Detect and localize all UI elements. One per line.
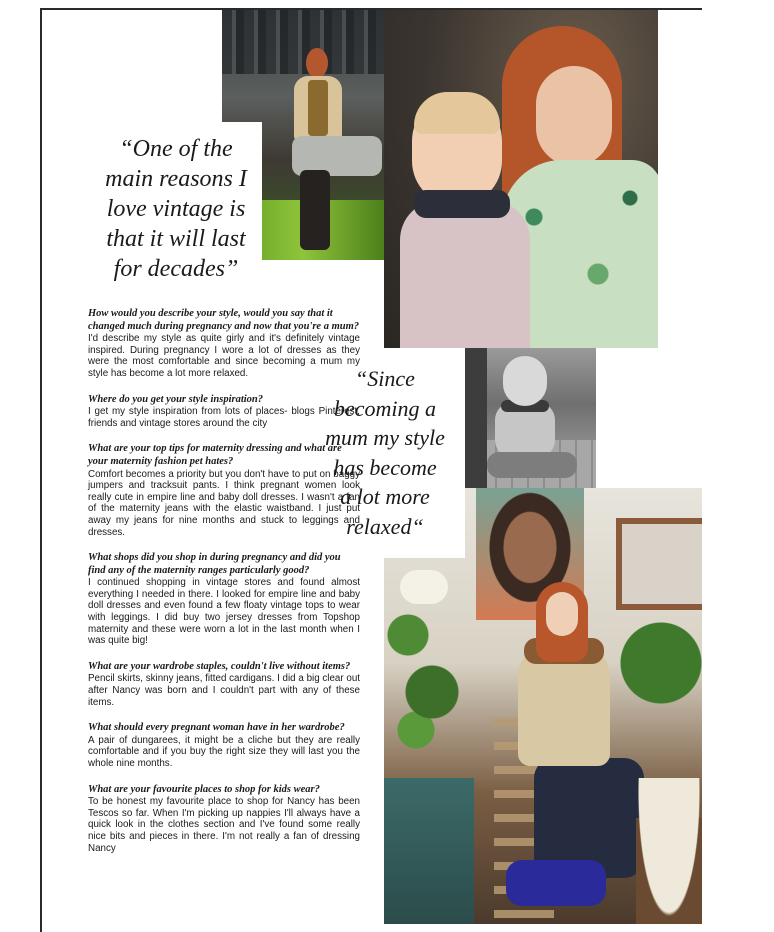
pull-quote-vintage: “One of the main reasons I love vintage is that it will last for decades” (90, 122, 262, 272)
photo-side-table (636, 778, 702, 924)
photo-bookshelf (222, 10, 384, 74)
photo-figure-face (546, 592, 578, 636)
interview-answer: I get my style inspiration from lots of places- blogs Pinterest, friends and vintage stores around the city (88, 406, 360, 429)
page-border-left (40, 8, 42, 932)
photo-tulips (400, 570, 448, 604)
photo-figure-head (306, 48, 328, 78)
qa-item (88, 661, 360, 708)
photo-figure-legs (300, 170, 330, 250)
interview-question: How would you describe your style, would you say that it changed much during pregnancy and now that you're a mum? (88, 308, 360, 332)
photo-toddler-legs (487, 452, 577, 478)
photo-toddler-bw (465, 348, 596, 488)
qa-item (88, 722, 360, 769)
photo-figure-cardigan-2 (518, 646, 610, 766)
interview-answer: To be honest my favourite place to shop for Nancy has been Tescos so far. When I'm picking up nappies I'll always have a quick look in the clothes section and I've found some really nice bits and pieces in there. I'm not really a fan of dressing Nancy (88, 796, 360, 854)
photo-adult-legs (465, 348, 487, 488)
photo-baby-body (400, 200, 530, 348)
photo-figure-shoes (506, 860, 606, 906)
interview-answer: I continued shopping in vintage stores and found almost everything I needed in there. I looked for empire line and baby doll dresses and even found a few floaty vintage tops to wear with leggings. I did buy two jersey dresses from Topshop maternity and these were worn a lot in the last month when I was quite big! (88, 577, 360, 647)
interview-answer: Comfort becomes a priority but you don't have to put on baggy jumpers and tracksuit pants. I think pregnant women look really cute in empire line and baby doll dresses. I wasn't a fan of the maternity jeans with the elastic waistband. I just put away my jeans for nine months and stuck to leggings and dresses. (88, 468, 360, 538)
interview-question: What are your wardrobe staples, couldn't live without items? (88, 660, 351, 672)
interview-question: What should every pregnant woman have in her wardrobe? (88, 722, 345, 734)
photo-wall-mirror (616, 518, 702, 610)
photo-vintage-trunk (384, 778, 474, 924)
interview-answer: I'd describe my style as quite girly and it's definitely vintage inspired. During pregnancy I wore a lot of dresses as they were the most comfortable and since becoming a mum my style has become a lot more relaxed. (88, 333, 360, 379)
interview-article (88, 308, 360, 868)
photo-figure-blouse (308, 80, 328, 136)
photo-baby-hair (414, 92, 500, 134)
qa-item (88, 443, 360, 538)
interview-answer: Pencil skirts, skinny jeans, fitted cardigans. I did a big clear out after Nancy was born and I couldn't part with any of these items. (88, 673, 360, 708)
pull-quote-relaxed: “Since becoming a mum my style has become a lot more relaxed“ (305, 348, 465, 558)
interview-question: What are your top tips for maternity dressing and what are your maternity fashion pet hates? (88, 443, 342, 467)
photo-plant-right (620, 608, 702, 718)
photo-toddler-head (503, 356, 547, 406)
photo-mother-and-baby (384, 10, 658, 348)
qa-item (88, 394, 360, 430)
interview-answer: A pair of dungarees, it might be a cliche but they are really comfortable and if you buy the right size they will last you the whole nine months. (88, 734, 360, 769)
interview-question: Where do you get your style inspiration? (88, 393, 264, 405)
interview-question: What are your favourite places to shop for kids wear? (88, 783, 320, 795)
interview-question: What shops did you shop in during pregnancy and did you find any of the maternity ranges particularly good? (88, 552, 341, 576)
photo-mother-face (536, 66, 612, 166)
photo-baby-scarf (414, 190, 510, 218)
qa-item (88, 784, 360, 855)
qa-item (88, 308, 360, 380)
qa-item (88, 552, 360, 647)
photo-plants-left (384, 578, 464, 768)
